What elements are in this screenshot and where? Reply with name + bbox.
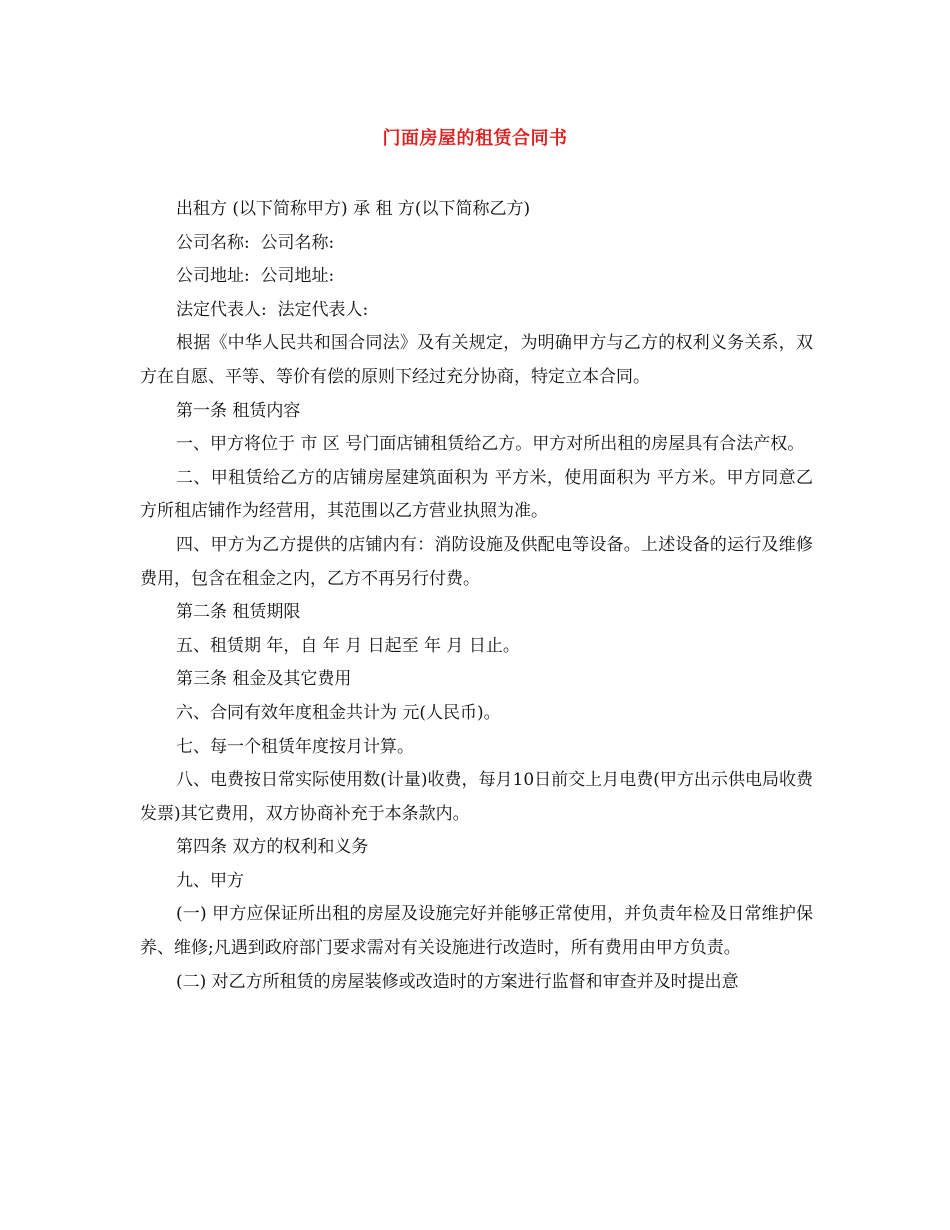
clause-9: 九、甲方 [176, 870, 244, 891]
clause-4: 四、甲方为乙方提供的店铺内有：消防设施及供配电等设备。上述设备的运行及维修费用，包含在租金之内，乙方不再另行付费。 [140, 534, 813, 589]
clause-5: 五、租赁期 年，自 年 月 日起至 年 月 日止。 [176, 635, 520, 656]
paragraph-company-name: 公司名称: 公司名称: [176, 232, 335, 253]
clause-6: 六、合同有效年度租金共计为 元(人民币)。 [176, 702, 501, 723]
paragraph-preamble: 根据《中华人民共和国合同法》及有关规定，为明确甲方与乙方的权利义务关系，双方在自愿、平等、等价有偿的原则下经过充分协商，特定立本合同。 [140, 333, 813, 387]
sub-clause-9-2: (二) 对乙方所租赁的房屋装修或改造时的方案进行监督和审查并及时提出意 [176, 971, 739, 992]
paragraph-legal-representative: 法定代表人: 法定代表人: [176, 299, 369, 320]
section-heading-2: 第二条 租赁期限 [176, 602, 301, 623]
document-title: 门面房屋的租赁合同书 [382, 128, 568, 149]
clause-2: 二、甲租赁给乙方的店铺房屋建筑面积为 平方米，使用面积为 平方米。甲方同意乙方所租店铺作为经营用，其范围以乙方营业执照为准。 [140, 467, 813, 522]
sub-clause-9-1: (一) 甲方应保证所出租的房屋及设施完好并能够正常使用，并负责年检及日常维护保养、维修;凡遇到政府部门要求需对有关设施进行改造时，所有费用由甲方负责。 [140, 904, 813, 959]
section-heading-4: 第四条 双方的权利和义务 [176, 837, 369, 858]
clause-7: 七、每一个租赁年度按月计算。 [176, 736, 414, 757]
section-heading-3: 第三条 租金及其它费用 [176, 669, 352, 690]
clause-8: 八、电费按日常实际使用数(计量)收费，每月10日前交上月电费(甲方出示供电局收费发票)其它费用，双方协商补充于本条款内。 [140, 770, 813, 824]
section-heading-1: 第一条 租赁内容 [176, 400, 301, 421]
paragraph-company-address: 公司地址: 公司地址: [176, 266, 335, 287]
paragraph-parties: 出租方 (以下简称甲方) 承 租 方(以下简称乙方) [176, 199, 531, 219]
document-body [140, 193, 813, 999]
clause-1: 一、甲方将位于 市 区 号门面店铺租赁给乙方。甲方对所出租的房屋具有合法产权。 [176, 434, 805, 455]
